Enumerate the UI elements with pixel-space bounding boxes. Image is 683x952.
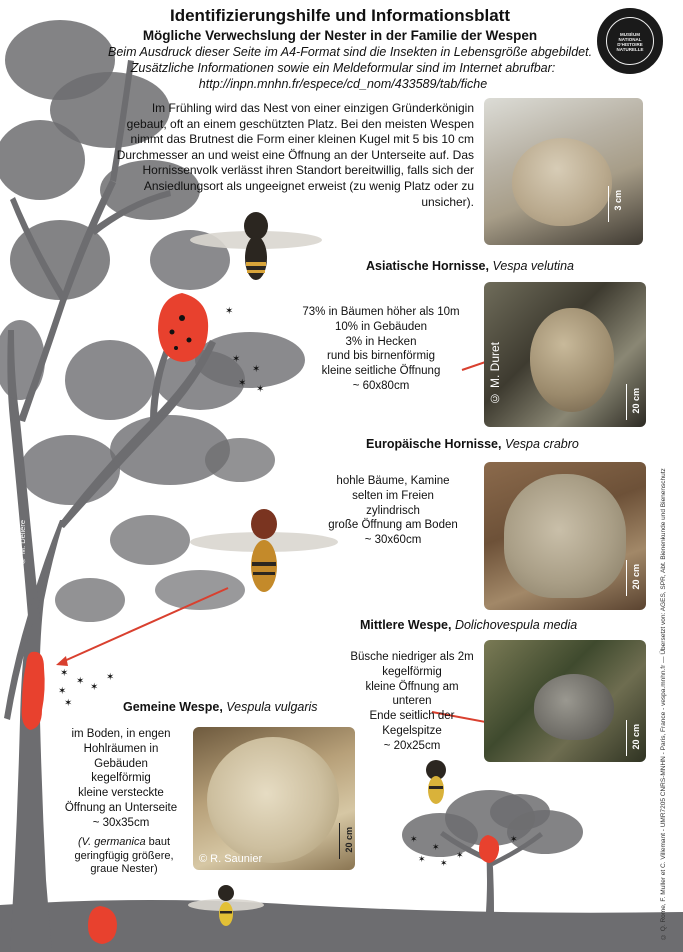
median-wasp-illustration xyxy=(426,760,446,804)
museum-logo xyxy=(597,8,663,74)
svg-text:✶: ✶ xyxy=(64,698,73,709)
scale-bar: 20 cm xyxy=(339,823,355,859)
common-wasp-note: (V. germanica baut geringfügig größere, graue Nester) xyxy=(74,836,174,875)
svg-text:✶: ✶ xyxy=(418,854,426,864)
svg-text:✶: ✶ xyxy=(456,850,464,860)
page-title: Identifizierungshilfe und Informationsblatt xyxy=(170,6,510,25)
photo-credit: © R. Saunier xyxy=(199,853,263,865)
intro-line: Beim Ausdruck dieser Seite im A4-Format sind die Insekten in Lebensgröße abgebildet. xyxy=(108,45,593,59)
european-hornet-heading: Europäische Hornisse, Vespa crabro xyxy=(366,437,579,451)
median-wasp-description: Büsche niedriger als 2m kegelförmig kleine Öffnung am unteren Ende seitlich der Kegelspitze ~ 20x25cm xyxy=(350,651,474,752)
svg-text:✶: ✶ xyxy=(106,672,115,683)
photo-credit: © M. Duret xyxy=(488,342,502,406)
svg-text:✶: ✶ xyxy=(238,378,247,389)
median-wasp-nest-photo xyxy=(484,640,646,762)
svg-text:✶: ✶ xyxy=(510,834,518,844)
intro-paragraph: Im Frühling wird das Nest von einer einzigen Gründerkönigin gebaut, oft an einem geschützten Platz. Bei den meisten Wespen nimmt das Brutnest die Form einer kleinen Kugel mit 5 bis 10 cm Durchmesser an und weist eine Öffnung an der Unterseite auf. Das Hornissenvolk verlässt ihren Standort bereitwillig, falls sich der Ansiedlungsort als ungeeignet erweist (zu wenig Platz oder zu unsicher). xyxy=(116,101,474,209)
svg-text:✶: ✶ xyxy=(256,384,265,395)
tree-credit: © M. Delière xyxy=(18,520,27,566)
svg-text:✶: ✶ xyxy=(432,842,440,852)
asian-hornet-nest xyxy=(530,308,614,412)
intro-line: Zusätzliche Informationen sowie ein Meldeformular sind im Internet abrufbar: xyxy=(130,61,556,75)
logo-text: MUSÉUM NATIONAL D'HISTOIRE NATURELLE xyxy=(616,32,644,52)
svg-text:✶: ✶ xyxy=(90,682,99,693)
common-wasp-nest-photo xyxy=(193,727,355,870)
median-wasp-nest xyxy=(534,674,614,740)
right-credit: © Q. Rome, F. Muller et C. Villemant - UMR7205 CNRS-MNHN - Paris, France - vespa.mnhn.fr — Übersetzt von: AGES, SPR, Abt. Bienenkunde und Bienenschutz xyxy=(660,468,667,940)
svg-text:✶: ✶ xyxy=(225,306,234,317)
svg-text:✶: ✶ xyxy=(252,364,261,375)
intro-link[interactable]: http://inpn.mnhn.fr/espece/cd_nom/433589/tab/fiche xyxy=(198,77,488,91)
svg-text:✶: ✶ xyxy=(410,834,418,844)
svg-text:✶: ✶ xyxy=(440,858,448,868)
common-wasp-heading: Gemeine Wespe, Vespula vulgaris xyxy=(123,700,318,714)
page-subtitle: Mögliche Verwechslung der Nester in der Familie der Wespen xyxy=(142,28,538,43)
asian-hornet-description: 73% in Bäumen höher als 10m 10% in Gebäuden 3% in Hecken rund bis birnenförmig kleine seitliche Öffnung ~ 60x80cm xyxy=(302,306,460,392)
svg-text:✶: ✶ xyxy=(232,354,241,365)
scale-bar: 20 cm xyxy=(626,384,646,420)
primary-nest-photo xyxy=(484,98,643,245)
svg-text:✶: ✶ xyxy=(60,668,69,679)
svg-text:✶: ✶ xyxy=(58,686,67,697)
intro-text xyxy=(108,44,593,92)
median-wasp-heading: Mittlere Wespe, Dolichovespula media xyxy=(360,618,578,632)
asian-hornet-nest-photo xyxy=(484,282,646,427)
european-hornet-nest xyxy=(504,474,626,598)
asian-hornet-heading: Asiatische Hornisse, Vespa velutina xyxy=(366,259,574,273)
asian-hornet-nest-red xyxy=(158,293,208,362)
primary-nest xyxy=(512,138,612,226)
scale-bar: 3 cm xyxy=(608,186,629,222)
european-hornet-description: hohle Bäume, Kamine selten im Freien zylindrisch große Öffnung am Boden ~ 30x60cm xyxy=(328,475,458,547)
common-wasp-description: im Boden, in engen Hohlräumen in Gebäuden kegelförmig kleine versteckte Öffnung an Unterseite ~ 30x35cm xyxy=(64,728,178,829)
scale-bar: 20 cm xyxy=(626,720,646,756)
svg-text:✶: ✶ xyxy=(76,676,85,687)
european-hornet-nest-photo xyxy=(484,462,646,610)
common-wasp-nest xyxy=(207,737,339,863)
scale-bar: 20 cm xyxy=(626,560,646,596)
